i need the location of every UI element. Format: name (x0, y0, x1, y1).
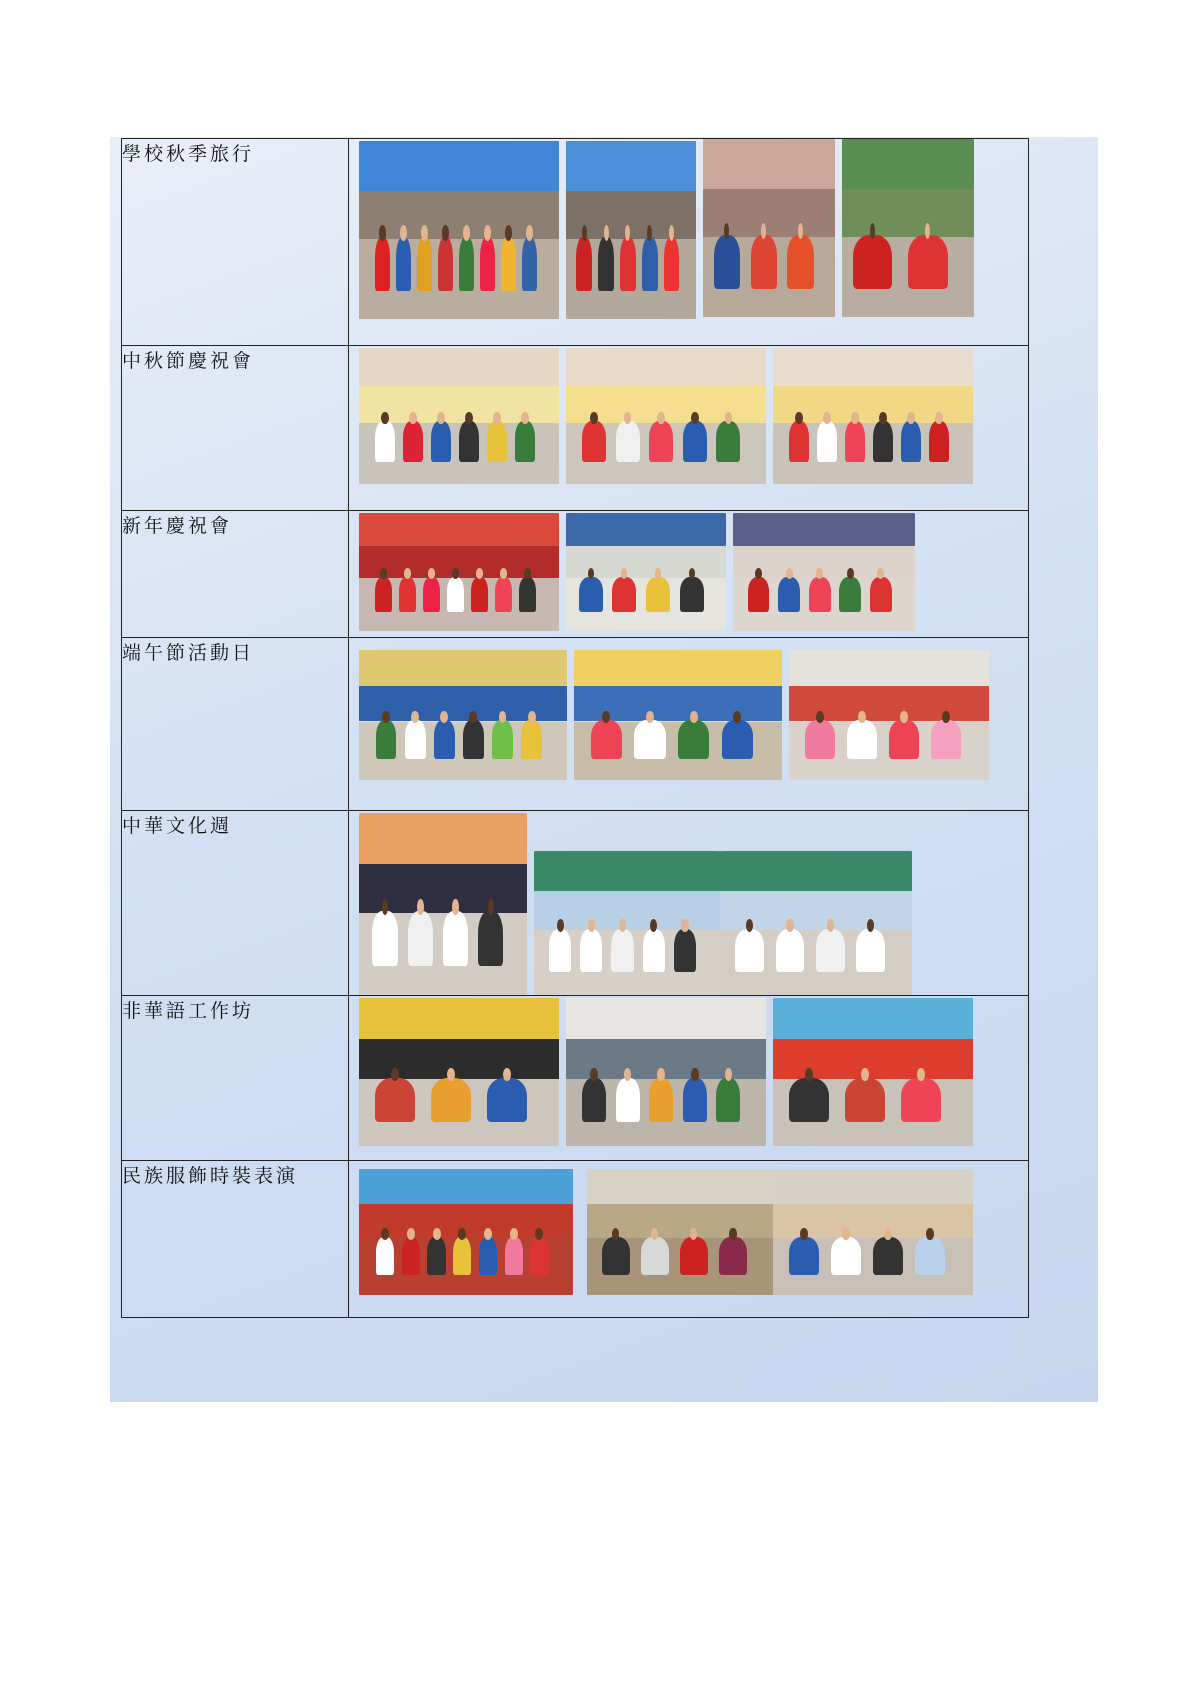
photo-child-head (858, 711, 866, 723)
photo-child-head (465, 412, 473, 424)
photo-backdrop (359, 1039, 559, 1079)
photo-child-figure (403, 421, 423, 462)
photo-child-figure (501, 237, 516, 290)
photo-child-figure (549, 929, 571, 972)
activity-label-cell (122, 139, 349, 346)
photo-child-figure (748, 577, 770, 612)
photo-child-figure (789, 1237, 819, 1275)
photo-backdrop (789, 650, 989, 686)
photo-child-figure (683, 1078, 707, 1122)
activity-label-cell (122, 511, 349, 638)
photo-child-figure (515, 421, 535, 462)
activity-row (122, 1161, 1029, 1318)
photo-child-figure (908, 235, 948, 288)
photo-child-figure (634, 720, 665, 759)
photo-child-figure (431, 421, 451, 462)
activity-label: 中華文化週 (122, 815, 233, 837)
photo-child-figure (853, 235, 893, 288)
photo-backdrop (566, 348, 766, 386)
photo-child-head (463, 225, 471, 241)
photo-child-head (557, 919, 564, 932)
photo-backdrop (359, 998, 559, 1039)
photo-child-head (488, 899, 494, 915)
photo-child-head (421, 225, 429, 241)
photo-child-head (917, 1068, 925, 1081)
photo-child-figure (522, 237, 537, 290)
photo-child-head (528, 711, 536, 723)
photo-child-head (407, 1228, 415, 1239)
activity-photo (773, 1169, 973, 1295)
activity-photo (566, 998, 766, 1146)
activity-photo (359, 998, 559, 1146)
photo-backdrop (703, 139, 835, 189)
photo-child-figure (576, 237, 592, 290)
photo-child-head (691, 412, 699, 424)
photo-child-head (942, 711, 950, 723)
activities-table (121, 138, 1029, 1318)
photo-child-figure (402, 1237, 420, 1275)
photo-child-head (657, 412, 665, 424)
photo-child-head (604, 225, 609, 241)
photo-child-head (870, 223, 875, 239)
photo-child-head (816, 711, 824, 723)
photo-child-figure (372, 911, 397, 966)
photo-child-figure (873, 421, 893, 462)
photo-child-head (493, 412, 501, 424)
activity-photo (703, 139, 835, 317)
activity-photos-cell (349, 811, 1029, 996)
activity-photo (359, 348, 559, 484)
photo-child-figure (582, 421, 606, 462)
photo-child-figure (616, 1078, 640, 1122)
photo-child-figure (417, 237, 432, 290)
photo-child-head (379, 225, 387, 241)
photo-child-head (827, 919, 834, 932)
photo-child-figure (530, 1237, 548, 1275)
photo-child-figure (620, 237, 636, 290)
photo-child-figure (521, 720, 542, 759)
photo-child-head (755, 568, 762, 579)
photo-child-figure (434, 720, 455, 759)
photo-child-figure (643, 929, 665, 972)
photo-child-head (669, 225, 674, 241)
activity-photo (566, 141, 696, 319)
photo-child-figure (375, 577, 392, 612)
photo-child-head (786, 919, 793, 932)
photo-backdrop (842, 139, 974, 189)
photo-child-head (900, 711, 908, 723)
photo-child-head (484, 1228, 492, 1239)
photo-child-head (646, 711, 654, 723)
photo-backdrop (842, 189, 974, 237)
activity-label-cell (122, 811, 349, 996)
photo-child-head (691, 1068, 699, 1081)
activity-photos-cell (349, 1161, 1029, 1318)
photo-child-head (823, 412, 831, 424)
photo-child-figure (873, 1237, 903, 1275)
photo-child-figure (789, 421, 809, 462)
photo-child-head (409, 412, 417, 424)
activity-label-cell (122, 638, 349, 811)
activity-photo (359, 650, 567, 780)
activity-photo (359, 513, 559, 631)
photo-child-figure (459, 421, 479, 462)
photo-child-head (442, 225, 450, 241)
photo-child-figure (478, 911, 503, 966)
photo-child-figure (582, 1078, 606, 1122)
activity-photo (773, 998, 973, 1146)
photo-backdrop (773, 1039, 973, 1079)
activity-photo (359, 141, 559, 319)
activity-photo (359, 1169, 573, 1295)
photo-child-figure (480, 237, 495, 290)
activity-label: 新年慶祝會 (122, 515, 233, 537)
photo-child-figure (680, 1237, 708, 1275)
photo-child-figure (776, 929, 805, 972)
photo-child-figure (714, 235, 740, 288)
photo-child-head (590, 1068, 598, 1081)
photo-child-figure (487, 1078, 527, 1122)
photo-child-figure (674, 929, 696, 972)
activity-photos-cell (349, 996, 1029, 1161)
photo-child-figure (376, 1237, 394, 1275)
photo-child-figure (751, 235, 777, 288)
photo-child-head (582, 225, 587, 241)
photo-backdrop (773, 348, 973, 386)
activity-label: 民族服飾時裝表演 (122, 1165, 299, 1187)
photo-child-head (907, 412, 915, 424)
photo-child-figure (683, 421, 707, 462)
activity-photo (733, 513, 915, 631)
photo-child-head (590, 412, 598, 424)
activity-row (122, 638, 1029, 811)
photo-child-figure (664, 237, 680, 290)
photo-child-figure (471, 577, 488, 612)
photo-child-figure (616, 421, 640, 462)
photo-child-head (935, 412, 943, 424)
activity-label-cell (122, 996, 349, 1161)
photo-child-head (381, 1228, 389, 1239)
photo-child-figure (889, 720, 919, 759)
activity-row (122, 996, 1029, 1161)
photo-child-figure (789, 1078, 829, 1122)
activity-label: 學校秋季旅行 (122, 143, 255, 165)
photo-child-figure (463, 720, 484, 759)
photo-child-figure (447, 577, 464, 612)
photo-child-figure (847, 720, 877, 759)
photo-child-head (729, 1228, 736, 1239)
photo-child-head (619, 919, 626, 932)
photo-child-figure (492, 720, 513, 759)
activity-label: 非華語工作坊 (122, 1000, 255, 1022)
photo-child-figure (719, 1237, 747, 1275)
photo-child-head (851, 412, 859, 424)
photo-child-figure (931, 720, 961, 759)
photo-child-figure (375, 421, 395, 462)
photo-child-figure (443, 911, 468, 966)
photo-backdrop (359, 513, 559, 546)
photo-child-head (400, 225, 408, 241)
photo-child-figure (680, 577, 704, 612)
activity-photo (720, 851, 912, 995)
photo-child-head (505, 225, 513, 241)
photo-child-figure (649, 421, 673, 462)
activity-photo (534, 851, 720, 995)
photo-child-head (433, 1228, 441, 1239)
photo-child-figure (579, 577, 603, 612)
activity-photo (574, 650, 782, 780)
photo-child-head (381, 412, 389, 424)
photo-child-figure (845, 421, 865, 462)
photo-child-head (503, 1068, 511, 1081)
photo-child-head (805, 1068, 813, 1081)
photo-child-figure (901, 1078, 941, 1122)
photo-child-figure (845, 1078, 885, 1122)
photo-backdrop (566, 141, 696, 191)
photo-child-head (926, 1228, 934, 1239)
photo-child-head (484, 225, 492, 241)
photo-child-head (861, 1068, 869, 1081)
photo-child-figure (641, 1237, 669, 1275)
photo-child-head (800, 1228, 808, 1239)
photo-backdrop (574, 650, 782, 686)
photo-child-head (725, 1068, 733, 1081)
photo-child-figure (598, 237, 614, 290)
photo-child-figure (831, 1237, 861, 1275)
photo-child-figure (405, 720, 426, 759)
photo-child-figure (519, 577, 536, 612)
photo-child-head (588, 568, 594, 579)
photo-child-figure (642, 237, 658, 290)
photo-backdrop (359, 141, 559, 191)
photo-child-figure (856, 929, 885, 972)
photo-child-head (417, 899, 423, 915)
photo-child-head (879, 412, 887, 424)
photo-child-figure (376, 720, 397, 759)
photo-child-head (452, 899, 458, 915)
photo-child-figure (495, 577, 512, 612)
activity-photos-cell (349, 638, 1029, 811)
photo-child-head (689, 568, 695, 579)
photo-child-head (884, 1228, 892, 1239)
photo-child-figure (453, 1237, 471, 1275)
photo-child-head (447, 1068, 455, 1081)
activity-row (122, 511, 1029, 638)
photo-child-figure (787, 235, 813, 288)
activity-photo (789, 650, 989, 780)
photo-backdrop (566, 998, 766, 1039)
activity-row (122, 346, 1029, 511)
photo-child-figure (375, 237, 390, 290)
photo-child-figure (870, 577, 892, 612)
photo-child-figure (805, 720, 835, 759)
activity-row (122, 139, 1029, 346)
photo-child-figure (735, 929, 764, 972)
photo-child-figure (817, 421, 837, 462)
photo-child-figure (646, 577, 670, 612)
photo-backdrop (733, 513, 915, 546)
photo-backdrop (773, 386, 973, 423)
photo-child-figure (612, 577, 636, 612)
photo-child-head (657, 1068, 665, 1081)
photo-child-head (437, 412, 445, 424)
activity-label: 中秋節慶祝會 (122, 350, 255, 372)
photo-child-figure (678, 720, 709, 759)
photo-backdrop (773, 998, 973, 1039)
photo-backdrop (587, 1169, 773, 1204)
photo-child-head (391, 1068, 399, 1081)
activity-label-cell (122, 1161, 349, 1318)
photo-backdrop (566, 513, 726, 546)
photo-child-figure (915, 1237, 945, 1275)
photo-child-figure (423, 577, 440, 612)
photo-child-figure (929, 421, 949, 462)
photo-child-figure (431, 1078, 471, 1122)
photo-child-figure (505, 1237, 523, 1275)
photo-child-figure (396, 237, 411, 290)
photo-child-figure (427, 1237, 445, 1275)
photo-child-head (521, 412, 529, 424)
photo-backdrop (359, 650, 567, 686)
photo-child-figure (901, 421, 921, 462)
photo-backdrop (720, 851, 912, 891)
photo-backdrop (359, 813, 527, 864)
photo-child-figure (459, 237, 474, 290)
photo-backdrop (359, 386, 559, 423)
activity-photo (587, 1169, 773, 1295)
photo-child-figure (611, 929, 633, 972)
photo-child-head (526, 225, 534, 241)
activity-photo (566, 513, 726, 631)
activity-label: 端午節活動日 (122, 642, 255, 664)
photo-backdrop (359, 1169, 573, 1204)
photo-child-head (602, 711, 610, 723)
photo-child-figure (479, 1237, 497, 1275)
photo-child-head (786, 568, 793, 579)
activity-photos-cell (349, 511, 1029, 638)
photo-child-figure (375, 1078, 415, 1122)
activity-photos-cell (349, 346, 1029, 511)
photo-child-figure (816, 929, 845, 972)
photo-child-figure (602, 1237, 630, 1275)
photo-child-figure (399, 577, 416, 612)
activity-photos-cell (349, 139, 1029, 346)
photo-child-figure (839, 577, 861, 612)
photo-child-head (510, 1228, 518, 1239)
photo-child-figure (591, 720, 622, 759)
photo-child-head (382, 711, 390, 723)
photo-child-figure (716, 421, 740, 462)
photo-child-head (795, 412, 803, 424)
photo-backdrop (534, 851, 720, 891)
photo-child-figure (408, 911, 433, 966)
photo-backdrop (703, 189, 835, 237)
photo-child-figure (487, 421, 507, 462)
activity-photo (566, 348, 766, 484)
activity-photo (773, 348, 973, 484)
photo-child-figure (580, 929, 602, 972)
activity-row (122, 811, 1029, 996)
activity-photo (359, 813, 527, 995)
photo-child-head (681, 919, 688, 932)
photo-child-figure (809, 577, 831, 612)
photo-child-figure (716, 1078, 740, 1122)
photo-child-figure (438, 237, 453, 290)
photo-child-head (588, 919, 595, 932)
photo-child-head (842, 1228, 850, 1239)
photo-child-figure (649, 1078, 673, 1122)
activity-photo (842, 139, 974, 317)
photo-child-head (690, 711, 698, 723)
photo-backdrop (359, 686, 567, 721)
photo-backdrop (359, 348, 559, 386)
photo-child-figure (722, 720, 753, 759)
photo-child-head (411, 711, 419, 723)
photo-backdrop (773, 1169, 973, 1204)
activity-label-cell (122, 346, 349, 511)
photo-child-head (847, 568, 854, 579)
photo-child-figure (778, 577, 800, 612)
